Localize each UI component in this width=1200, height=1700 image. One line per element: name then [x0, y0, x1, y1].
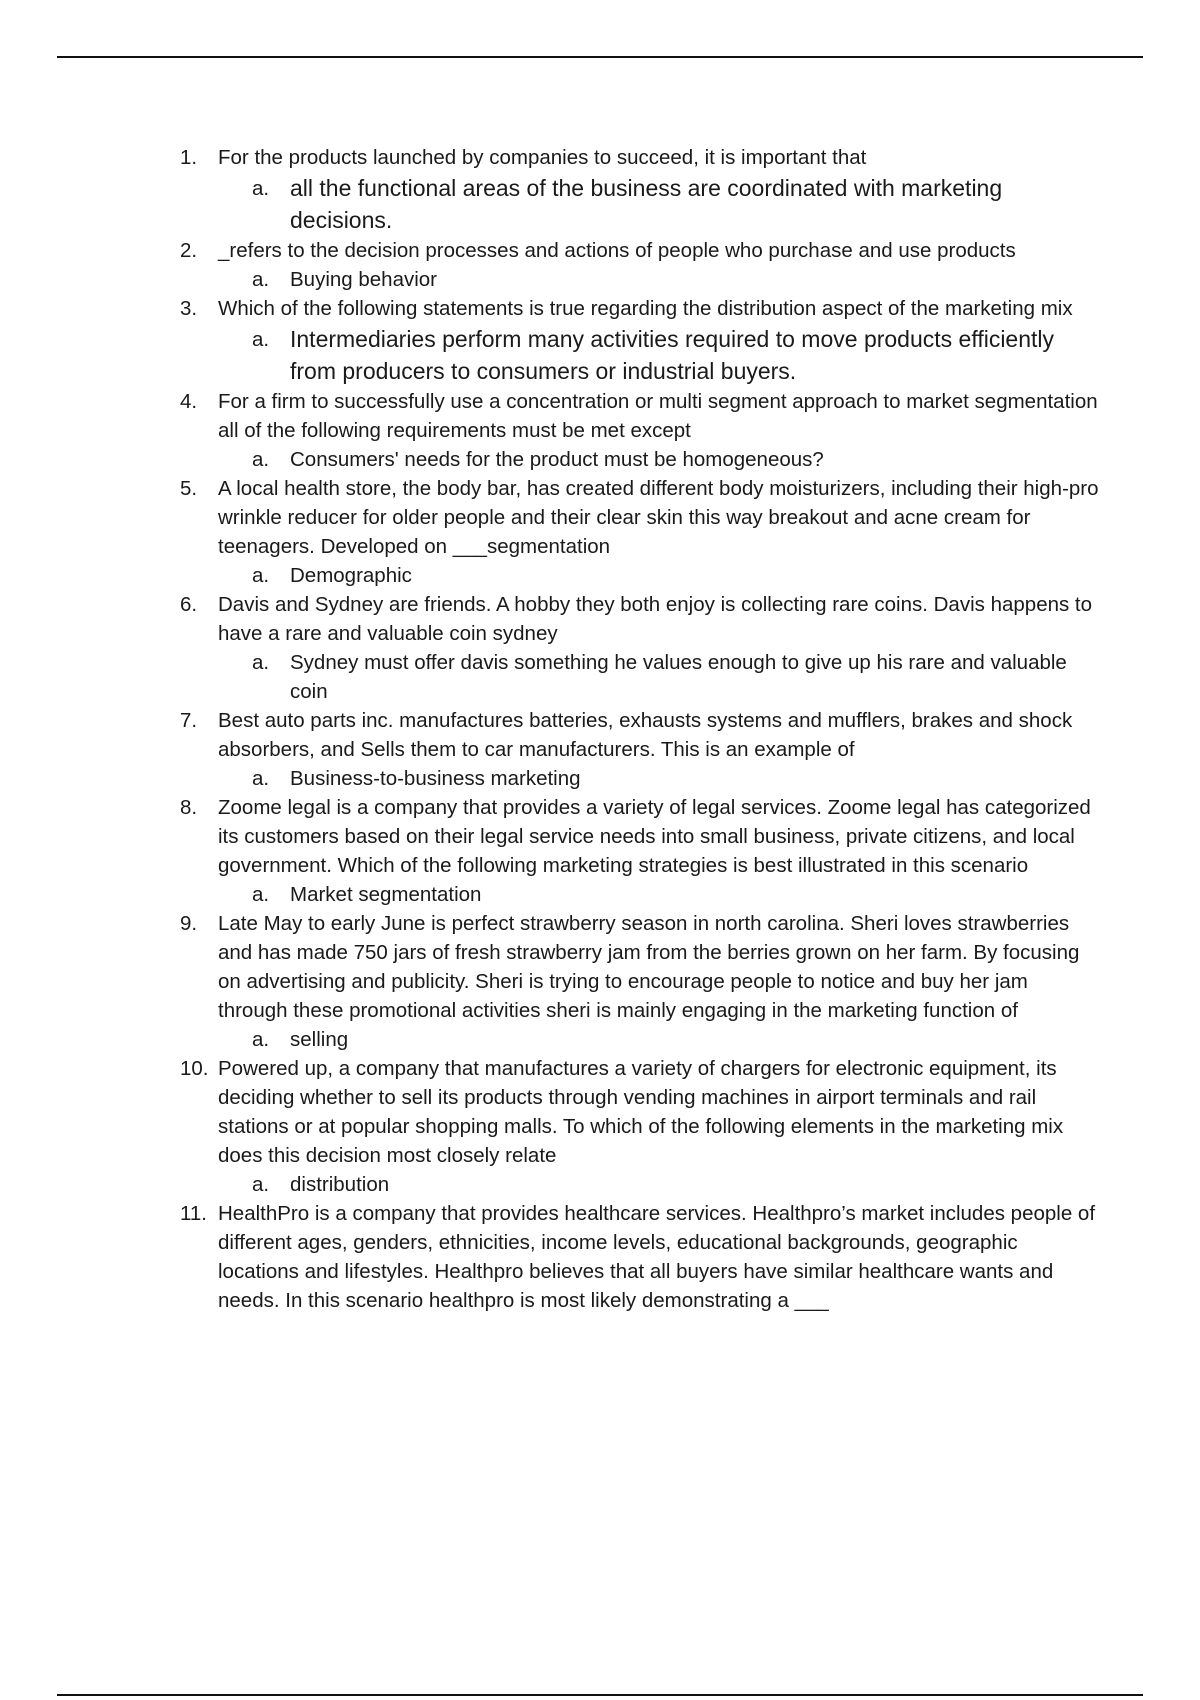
- answer-letter: a.: [252, 328, 270, 351]
- question-1: [180, 143, 1100, 172]
- question-4: [180, 387, 1100, 445]
- answer-10: [180, 1170, 1100, 1199]
- answer-text: Consumers' needs for the product must be homogeneous?: [290, 448, 824, 471]
- answer-letter: a.: [252, 651, 270, 674]
- question-number: 7.: [180, 709, 198, 732]
- question-2: [180, 236, 1100, 265]
- question-text: HealthPro is a company that provides healthcare services. Healthpro’s market includes people of different ages, genders, ethnicities, income levels, educational backgrounds, geographic locations and lifestyles. Healthpro believes that all buyers have similar healthcare wants and needs. In this scenario healthpro is most likely demonstrating a ___: [218, 1202, 1096, 1312]
- answer-text: Sydney must offer davis something he values enough to give up his rare and valuable coin: [290, 651, 1067, 703]
- question-text: Late May to early June is perfect strawberry season in north carolina. Sheri loves strawberries and has made 750 jars of fresh strawberry jam from the berries grown on her farm. By focusing on advertising and publicity. Sheri is trying to encourage people to notice and buy her jam through these promotional activities sheri is mainly engaging in the marketing function of: [218, 912, 1080, 1022]
- answer-7: [180, 764, 1100, 793]
- answer-4: [180, 445, 1100, 474]
- question-6: [180, 590, 1100, 648]
- question-text: For a firm to successfully use a concentration or multi segment approach to market segmentation all of the following requirements must be met except: [218, 390, 1098, 442]
- answer-text: Intermediaries perform many activities required to move products efficiently from producers to consumers or industrial buyers.: [290, 326, 1055, 384]
- question-number: 2.: [180, 239, 198, 262]
- question-number: 1.: [180, 146, 198, 169]
- answer-text: Business-to-business marketing: [290, 767, 581, 790]
- answer-letter: a.: [252, 448, 270, 471]
- answer-text: Buying behavior: [290, 268, 438, 291]
- answer-letter: a.: [252, 1173, 270, 1196]
- question-8: [180, 793, 1100, 880]
- question-number: 10.: [180, 1057, 209, 1080]
- answer-letter: a.: [252, 883, 270, 906]
- question-text: Powered up, a company that manufactures a variety of chargers for electronic equipment, its deciding whether to sell its products through vending machines in airport terminals and rail stations or at popular shopping malls. To which of the following elements in the marketing mix does this decision most closely relate: [218, 1057, 1064, 1167]
- answer-letter: a.: [252, 564, 270, 587]
- question-number: 6.: [180, 593, 198, 616]
- question-number: 11.: [180, 1202, 207, 1225]
- answer-text: all the functional areas of the business are coordinated with marketing decisions.: [290, 175, 1003, 233]
- question-text: Zoome legal is a company that provides a variety of legal services. Zoome legal has categorized its customers based on their legal service needs into small business, private citizens, and local government. Which of the following marketing strategies is best illustrated in this scenario: [218, 796, 1091, 877]
- answer-letter: a.: [252, 177, 270, 200]
- question-9: [180, 909, 1100, 1025]
- question-text: Best auto parts inc. manufactures batteries, exhausts systems and mufflers, brakes and shock absorbers, and Sells them to car manufacturers. This is an example of: [218, 709, 1073, 761]
- answer-3: [180, 323, 1100, 387]
- answer-text: distribution: [290, 1173, 390, 1196]
- question-list: [180, 143, 1100, 1315]
- question-7: [180, 706, 1100, 764]
- question-3: [180, 294, 1100, 323]
- question-text: _refers to the decision processes and actions of people who purchase and use products: [218, 239, 1016, 262]
- answer-8: [180, 880, 1100, 909]
- answer-9: [180, 1025, 1100, 1054]
- answer-6: [180, 648, 1100, 706]
- question-text: Davis and Sydney are friends. A hobby they both enjoy is collecting rare coins. Davis happens to have a rare and valuable coin sydney: [218, 593, 1093, 645]
- question-number: 9.: [180, 912, 198, 935]
- question-5: [180, 474, 1100, 561]
- answer-letter: a.: [252, 268, 270, 291]
- question-number: 8.: [180, 796, 198, 819]
- answer-1: [180, 172, 1100, 236]
- question-number: 3.: [180, 297, 198, 320]
- answer-text: selling: [290, 1028, 349, 1051]
- question-number: 5.: [180, 477, 198, 500]
- question-text: A local health store, the body bar, has created different body moisturizers, including their high-pro wrinkle reducer for older people and their clear skin this way breakout and acne cream for teenagers. Developed on ___segmentation: [218, 477, 1099, 558]
- question-number: 4.: [180, 390, 198, 413]
- question-text: For the products launched by companies to succeed, it is important that: [218, 146, 867, 169]
- answer-text: Demographic: [290, 564, 412, 587]
- answer-letter: a.: [252, 767, 270, 790]
- question-text: Which of the following statements is true regarding the distribution aspect of the marketing mix: [218, 297, 1073, 320]
- top-rule: [57, 56, 1143, 58]
- question-10: [180, 1054, 1100, 1170]
- answer-text: Market segmentation: [290, 883, 482, 906]
- answer-letter: a.: [252, 1028, 270, 1051]
- bottom-rule: [57, 1694, 1143, 1696]
- answer-5: [180, 561, 1100, 590]
- answer-2: [180, 265, 1100, 294]
- question-11: [180, 1199, 1100, 1315]
